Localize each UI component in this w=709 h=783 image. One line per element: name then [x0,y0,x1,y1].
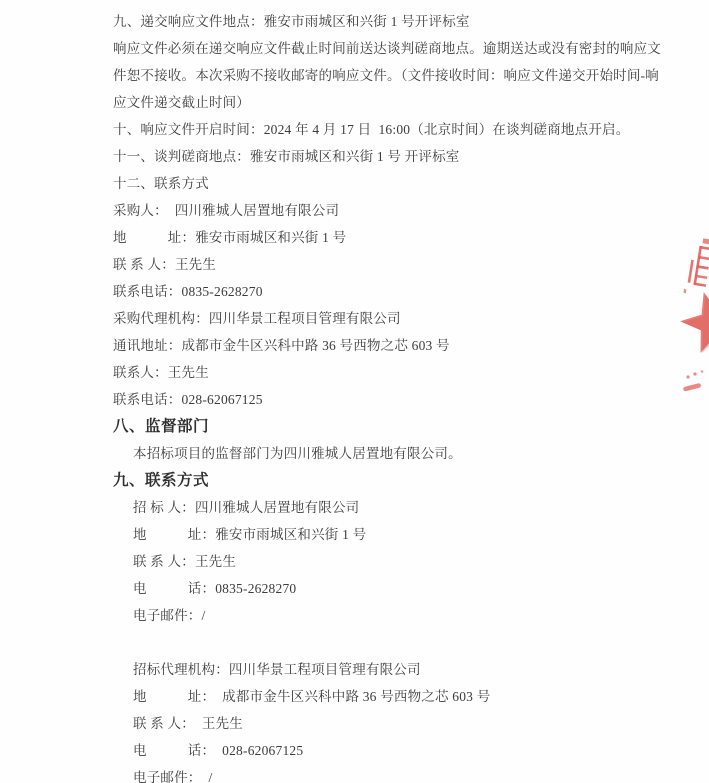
doc-line-purchaser: 采购人： 四川雅城人居置地有限公司 [113,203,340,218]
doc-line-phone: 联系电话：028-62067125 [113,392,263,407]
doc-line-address: 地 址： 成都市金牛区兴科中路 36 号西物之芯 603 号 [133,689,491,704]
blank-line [113,629,669,656]
section-heading-contact: 九、联系方式 [113,472,210,489]
doc-line-contact-person: 联 系 人：王先生 [133,554,237,569]
document-body [113,8,669,783]
doc-line-email: 电子邮件：/ [133,608,206,623]
doc-line-negotiation-place: 十一、谈判磋商地点：雅安市雨城区和兴街 1 号 开评标室 [113,149,460,164]
doc-line-address: 地 址：雅安市雨城区和兴街 1 号 [133,527,367,542]
doc-line-phone: 联系电话：0835-2628270 [113,284,263,299]
doc-line-contact-person: 联 系 人：王先生 [113,257,217,272]
doc-line-contact-section: 十二、联系方式 [113,176,209,191]
doc-line: 响应文件必须在递交响应文件截止时间前送达谈判磋商地点。逾期送达或没有密封的响应文 [113,41,661,56]
doc-line-tenderer: 招 标 人：四川雅城人居置地有限公司 [133,500,360,515]
stamp-star-icon [680,292,709,353]
doc-line: 应文件递交截止时间） [113,95,250,110]
doc-line-mailing-address: 通讯地址：成都市金牛区兴科中路 36 号西物之芯 603 号 [113,338,450,353]
doc-line-address: 地 址：雅安市雨城区和兴街 1 号 [113,230,347,245]
doc-line-submission-place: 九、递交响应文件地点：雅安市雨城区和兴街 1 号开评标室 [113,14,470,29]
doc-line-email: 电子邮件： / [133,770,213,783]
doc-line-phone: 电 话：0835-2628270 [133,581,297,596]
doc-line: 件恕不接收。本次采购不接收邮寄的响应文件。（文件接收时间：响应文件递交开始时间-响 [113,68,659,83]
stamp-dotted-arc-icon [683,370,704,391]
section-heading-supervision: 八、监督部门 [113,418,210,435]
doc-line-bidding-agency: 招标代理机构：四川华景工程项目管理有限公司 [133,662,421,677]
doc-line-supervision-body: 本招标项目的监督部门为四川雅城人居置地有限公司。 [133,446,462,461]
doc-line-opening-time: 十、响应文件开启时间：2024 年 4 月 17 日 16:00（北京时间）在谈判磋商地点开启。 [113,122,630,137]
doc-line-agency: 采购代理机构：四川华景工程项目管理有限公司 [113,311,401,326]
doc-line-contact-person: 联系人：王先生 [113,365,209,380]
doc-line-contact-person: 联 系 人： 王先生 [133,716,243,731]
doc-line-phone: 电 话： 028-62067125 [133,743,304,758]
stamp-star-inner-icon [682,294,709,353]
stamp-character-fragment-icon [683,237,709,297]
